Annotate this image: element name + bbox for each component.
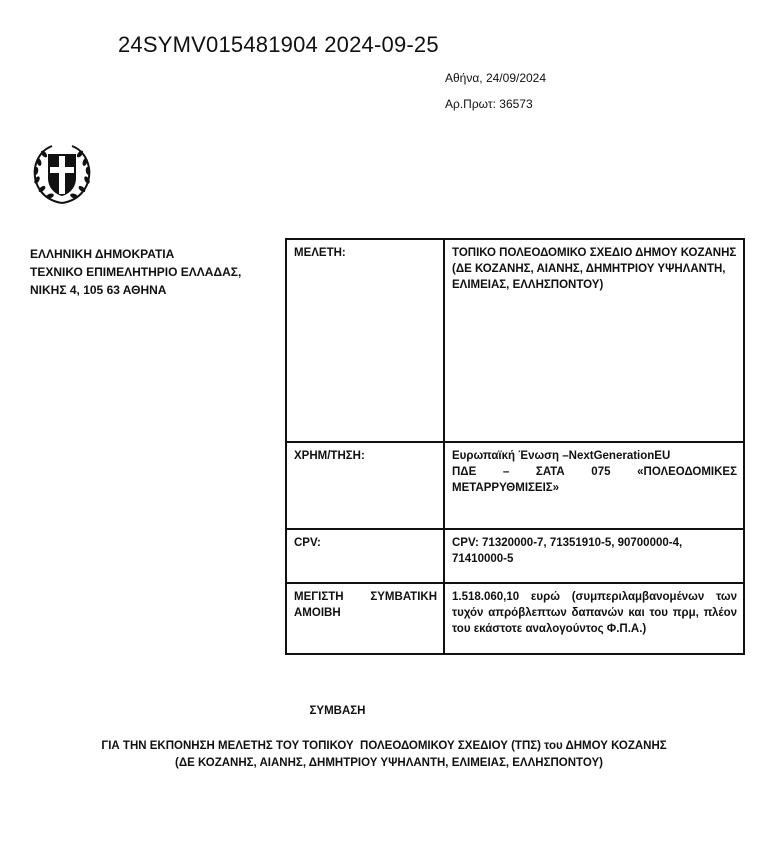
max-fee-value: 1.518.060,10 ευρώ (συμπεριλαμβανομένων των τυχόν απρόβλεπτων δαπανών και του πρμ, πλέον του εκάστοτε αναλογούντος Φ.Π.Α.) [444, 583, 744, 654]
table-row [286, 239, 744, 442]
contract-title [0, 738, 768, 772]
issuer-address: ΝΙΚΗΣ 4, 105 63 ΑΘΗΝΑ [30, 283, 167, 297]
issuer-country: ΕΛΛΗΝΙΚΗ ΔΗΜΟΚΡΑΤΙΑ [30, 247, 175, 261]
table-row [286, 442, 744, 529]
table-row [286, 583, 744, 654]
cpv-label: CPV: [286, 529, 444, 583]
greek-coat-of-arms-icon [28, 140, 96, 208]
issuer-block [30, 245, 241, 299]
funding-source: Ευρωπαϊκή Ένωση –NextGenerationEU [452, 450, 671, 462]
contract-heading: ΣΥΜΒΑΣΗ [309, 705, 366, 717]
table-row [286, 529, 744, 583]
place-and-date: Αθήνα, 24/09/2024 [445, 71, 547, 85]
max-fee-label: ΜΕΓΙΣΤΗ ΣΥΜΒΑΤΙΚΗ ΑΜΟΙΒΗ [286, 583, 444, 654]
contract-title-line-1: ΓΙΑ ΤΗΝ ΕΚΠΟΝΗΣΗ ΜΕΛΕΤΗΣ ΤΟΥ ΤΟΠΙΚΟΥ ΠΟΛΕΟΔΟΜΙΚΟΥ ΣΧΕΔΙΟΥ (ΤΠΣ) του ΔΗΜΟΥ ΚΟΖΑΝΗΣ [101, 740, 667, 752]
study-label: ΜΕΛΕΤΗ: [286, 239, 444, 442]
study-info-table [285, 238, 745, 655]
study-value: ΤΟΠΙΚΟ ΠΟΛΕΟΔΟΜΙΚΟ ΣΧΕΔΙΟ ΔΗΜΟΥ ΚΟΖΑΝΗΣ (ΔΕ ΚΟΖΑΝΗΣ, ΑΙΑΝΗΣ, ΔΗΜΗΤΡΙΟΥ ΥΨΗΛΑΝΤΗ, ΕΛΙΜΕΙΑΣ, ΕΛΛΗΣΠΟΝΤΟΥ) [444, 239, 744, 442]
contract-title-line-2: (ΔΕ ΚΟΖΑΝΗΣ, ΑΙΑΝΗΣ, ΔΗΜΗΤΡΙΟΥ ΥΨΗΛΑΝΤΗ, ΕΛΙΜΕΙΑΣ, ΕΛΛΗΣΠΟΝΤΟΥ) [175, 757, 603, 769]
cpv-value: CPV: 71320000-7, 71351910-5, 90700000-4, 71410000-5 [444, 529, 744, 583]
protocol-number: Αρ.Πρωτ: 36573 [445, 97, 533, 111]
issuer-organization: ΤΕΧΝΙΚΟ ΕΠΙΜΕΛΗΤΗΡΙΟ ΕΛΛΑΔΑΣ, [30, 265, 242, 279]
document-reference-number: 24SYMV015481904 2024-09-25 [118, 32, 439, 57]
funding-value [444, 442, 744, 529]
funding-label: ΧΡΗΜ/ΤΗΣΗ: [286, 442, 444, 529]
funding-program: ΠΔΕ – ΣΑΤΑ 075 «ΠΟΛΕΟΔΟΜΙΚΕΣ ΜΕΤΑΡΡΥΘΜΙΣΕΙΣ» [452, 466, 737, 494]
